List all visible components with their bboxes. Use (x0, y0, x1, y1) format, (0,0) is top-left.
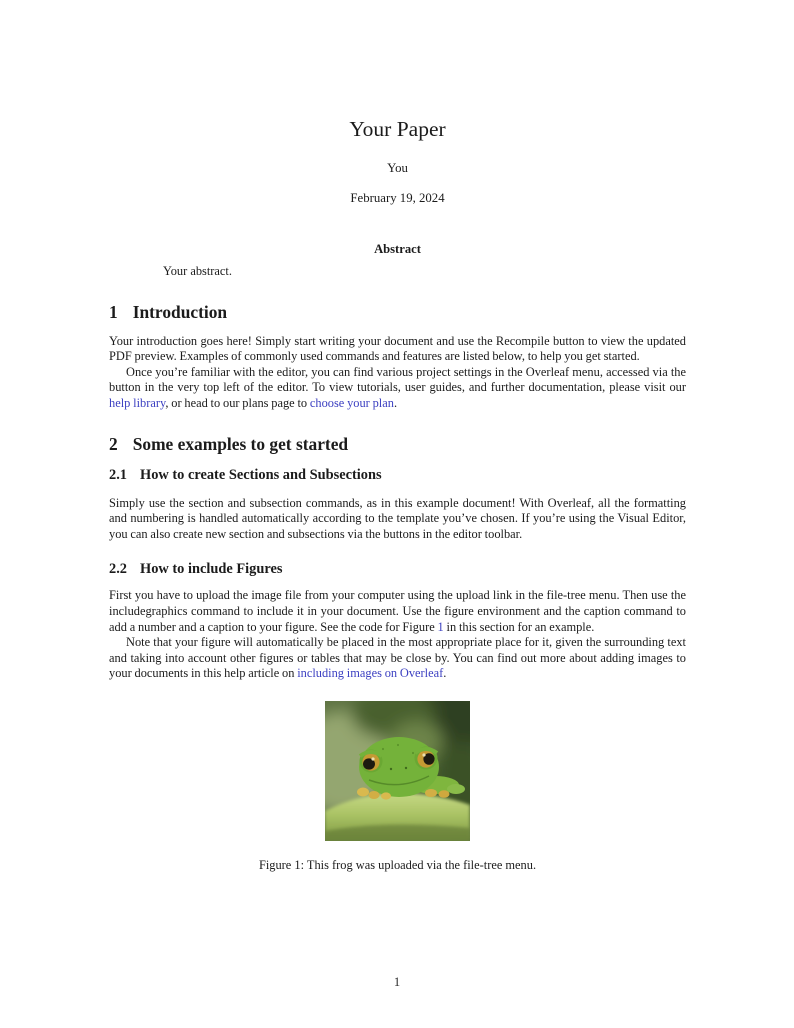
figures-p1-text-before: First you have to upload the image file from your computer using the upload link in the file-tree menu. Then use the includegraphics command to include it in your document. Use the figure environment and the caption command to add a number and a caption to your figure. See the code for Figure (109, 588, 686, 634)
section-2-number: 2 (109, 433, 118, 454)
figures-p2-text-after: . (443, 666, 447, 681)
section-1-title: Introduction (132, 301, 228, 322)
abstract-text: Your abstract. (163, 264, 232, 278)
figures-p2-text-before: Note that your figure will automatically be placed in the most appropriate place for it, given the surrounding text and taking into account other figures or tables that may be close by. You can find out more about adding images to your documents in this help article on (109, 635, 686, 681)
paper-title: Your Paper (349, 117, 446, 141)
help-library-link[interactable]: help library (109, 395, 166, 410)
intro-paragraph-1: Your introduction goes here! Simply start writing your document and use the Recompile button to view the updated PDF preview. Examples of commonly used commands and features are listed below, to help you get started. (109, 333, 686, 364)
subsection-2-1-heading (109, 467, 686, 484)
abstract-heading: Abstract (374, 242, 421, 256)
choose-your-plan-link[interactable]: choose your plan (309, 395, 394, 410)
paper-author: You (387, 161, 408, 175)
section-2-heading (109, 434, 686, 454)
subsection-2-2-title: How to include Figures (140, 561, 283, 578)
frog-photo-image (325, 701, 470, 841)
page-content (109, 0, 686, 873)
figures-p1-text-after: in this section for an example. (443, 619, 595, 634)
subsection-2-1-number: 2.1 (109, 466, 127, 483)
intro-paragraph-2 (109, 365, 686, 412)
intro-p2-text-before: Once you’re familiar with the editor, you can find various project settings in the Overleaf menu, accessed via the button in the very top left of the editor. To view tutorials, user guides, and further documentation, please visit our (109, 364, 686, 395)
subsection-2-2-number: 2.2 (109, 561, 127, 578)
intro-p2-text-after: . (393, 395, 398, 410)
subsection-2-1-paragraph: Simply use the section and subsection commands, as in this example document! With Overleaf, all the formatting and numbering is handled automatically according to the template you’ve chosen. If you’re using the Visual Editor, you can also create new section and subsections via the buttons in the editor toolbar. (109, 495, 686, 541)
figures-paragraph-1 (109, 588, 686, 635)
figure-1-caption: Figure 1: This frog was uploaded via the file-tree menu. (258, 857, 537, 872)
figure-1 (109, 701, 686, 841)
intro-p2-text-middle: , or head to our plans page to (165, 395, 310, 410)
figure-1-reference-link[interactable]: 1 (437, 619, 444, 634)
figures-paragraph-2 (109, 635, 686, 682)
section-1-heading (109, 302, 686, 322)
section-2-title: Some examples to get started (132, 433, 349, 454)
page-number: 1 (393, 975, 401, 989)
including-images-link[interactable]: including images on Overleaf (297, 666, 444, 681)
subsection-2-1-title: How to create Sections and Subsections (140, 466, 382, 483)
subsection-2-2-heading (109, 561, 686, 578)
paper-date: February 19, 2024 (350, 191, 445, 205)
section-1-number: 1 (109, 301, 118, 322)
